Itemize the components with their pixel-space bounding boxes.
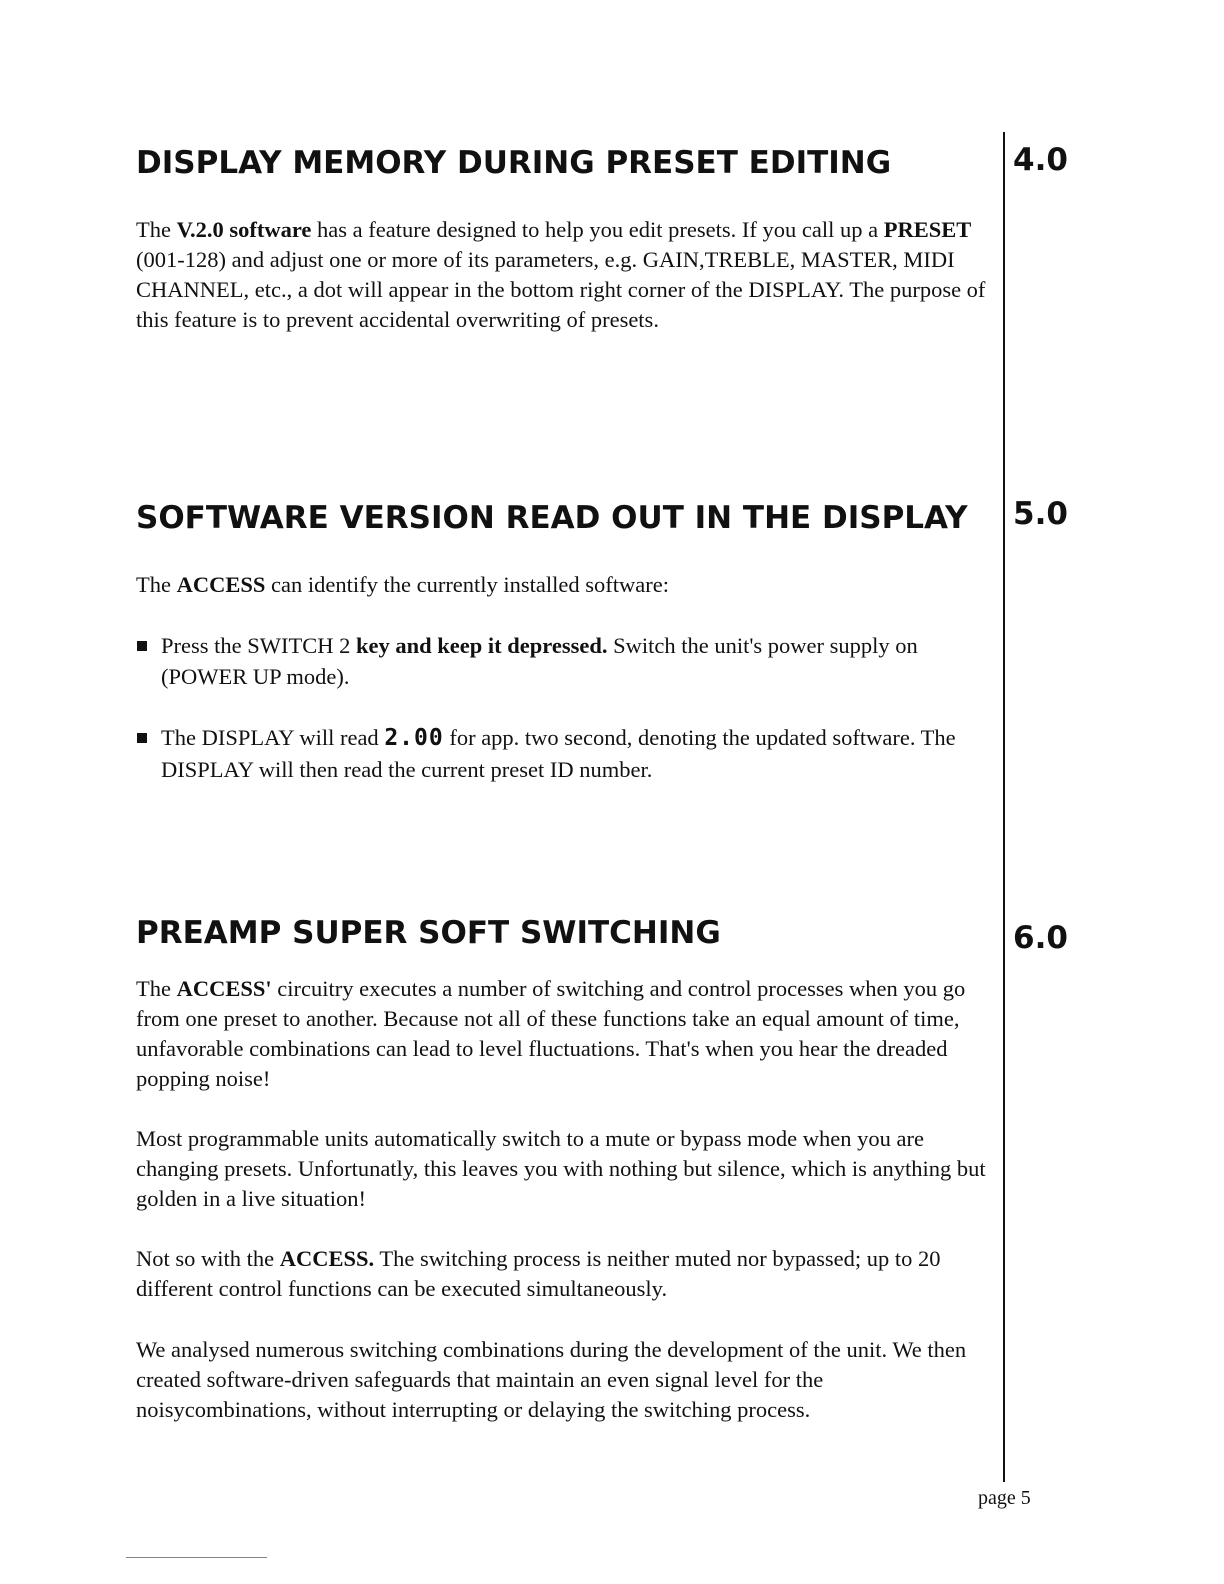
section-6-number: 6.0 (1013, 920, 1068, 956)
section-6-heading: PREAMP SUPER SOFT SWITCHING (136, 915, 721, 951)
section-5-number: 5.0 (1013, 496, 1068, 532)
footer-underline (126, 1557, 267, 1558)
section-5-bullet-2: The DISPLAY will read 2.00 for app. two second, denoting the updated software. The DISPLAY will then read the current preset ID number. (136, 722, 981, 785)
section-5-intro: The ACCESS can identify the currently installed software: (136, 572, 669, 597)
section-5-bullet-1: Press the SWITCH 2 key and keep it depressed. Switch the unit's power supply on (POWER UP mode). (136, 630, 981, 692)
page-number: page 5 (978, 1487, 1031, 1509)
section-5-heading: SOFTWARE VERSION READ OUT IN THE DISPLAY (136, 500, 968, 536)
section-4-paragraph: The V.2.0 software has a feature designed to help you edit presets. If you call up a PRESET (001-128) and adjust one or more of its parameters, e.g. GAIN,TREBLE, MASTER, MIDI CHANNEL, etc., a dot will appear in the bottom right corner of the DISPLAY. The purpose of this feature is to prevent accidental overwriting of presets. (136, 217, 986, 332)
section-6-paragraph-2: Most programmable units automatically switch to a mute or bypass mode when you are changing presets. Unfortunatly, this leaves you with nothing but silence, which is anything but golden in a live situation! (136, 1126, 986, 1211)
section-4-number: 4.0 (1013, 142, 1068, 178)
section-6-paragraph-4: We analysed numerous switching combinations during the development of the unit. We then created software-driven safeguards that maintain an even signal level for the noisycombinations, without interrupting or delaying the switching process. (136, 1337, 967, 1422)
section-6-paragraph-1: The ACCESS' circuitry executes a number of switching and control processes when you go from one preset to another. Because not all of these functions take an equal amount of time, unfavorable combinations can lead to level fluctuations. That's when you hear the dreaded popping noise! (136, 976, 966, 1091)
bullet-square-icon (137, 641, 147, 651)
section-4-heading: DISPLAY MEMORY DURING PRESET EDITING (136, 145, 892, 181)
bullet-square-icon (137, 733, 147, 743)
margin-vertical-rule (1003, 132, 1005, 1482)
section-6-paragraph-3: Not so with the ACCESS. The switching process is neither muted nor bypassed; up to 20 different control functions can be executed simultaneously. (136, 1246, 941, 1301)
